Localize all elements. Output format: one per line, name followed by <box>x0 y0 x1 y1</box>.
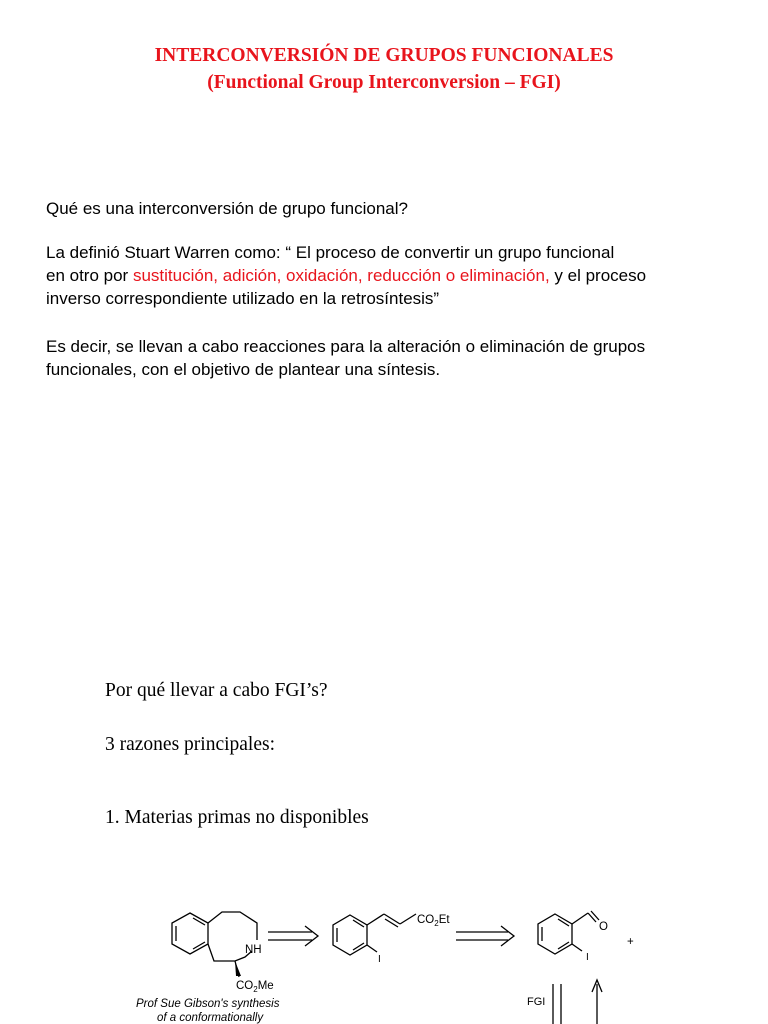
iodocinnamate-structure <box>333 914 416 955</box>
definition-paragraph <box>46 241 736 310</box>
fgi-label: FGI <box>527 996 546 1008</box>
caption-line-2: of a conformationally <box>157 1012 264 1024</box>
explanation-line-2: funcionales, con el objetivo de plantear una síntesis. <box>46 360 441 379</box>
explanation-line-1: Es decir, se llevan a cabo reacciones para la alteración o eliminación de grupos <box>46 337 646 356</box>
benzene-ring-2 <box>333 915 367 955</box>
retro-arrow-1 <box>268 926 318 946</box>
retrosynthesis-scheme <box>0 880 768 1024</box>
plus-sign: + <box>627 936 634 948</box>
reasons-heading: 3 razones principales: <box>105 734 276 755</box>
definition-line-2 <box>46 264 736 287</box>
document-title <box>0 42 768 96</box>
retro-arrow-2 <box>456 926 514 946</box>
reaction-types: sustitución, adición, oxidación, reducción o eliminación, <box>132 266 550 285</box>
stereo-wedge <box>235 961 241 976</box>
definition-line-1: La definió Stuart Warren como: “ El proceso de convertir un grupo funcional <box>46 243 615 262</box>
oxygen-label: O <box>599 921 608 933</box>
question-text: Qué es una interconversión de grupo funcional? <box>46 199 408 218</box>
caption-line-1: Prof Sue Gibson's synthesis <box>136 998 280 1010</box>
reason-1: 1. Materias primas no disponibles <box>105 807 369 828</box>
co2me-label: $CO_2Me$ <box>236 980 274 994</box>
title-spanish: INTERCONVERSIÓN DE GRUPOS FUNCIONALES <box>154 45 614 66</box>
iodobenzaldehyde-structure <box>538 911 599 954</box>
why-question: Por qué llevar a cabo FGI’s? <box>105 680 328 701</box>
iodo-label-2: I <box>586 952 589 963</box>
iodo-label-1: I <box>378 954 381 965</box>
benzene-ring-1 <box>172 913 208 954</box>
definition-line-2-suffix: y el proceso <box>549 266 647 285</box>
benzene-ring-3 <box>538 914 572 954</box>
fgi-arrows <box>553 980 602 1024</box>
nh-label: NH <box>245 944 262 956</box>
co2et-label: $CO_2Et$ <box>417 914 450 928</box>
title-english: (Functional Group Interconversion – FGI) <box>207 72 561 93</box>
explanation-paragraph <box>46 335 736 381</box>
definition-line-3: inverso correspondiente utilizado en la retrosíntesis” <box>46 289 440 308</box>
definition-line-2-prefix: en otro por <box>46 266 133 285</box>
